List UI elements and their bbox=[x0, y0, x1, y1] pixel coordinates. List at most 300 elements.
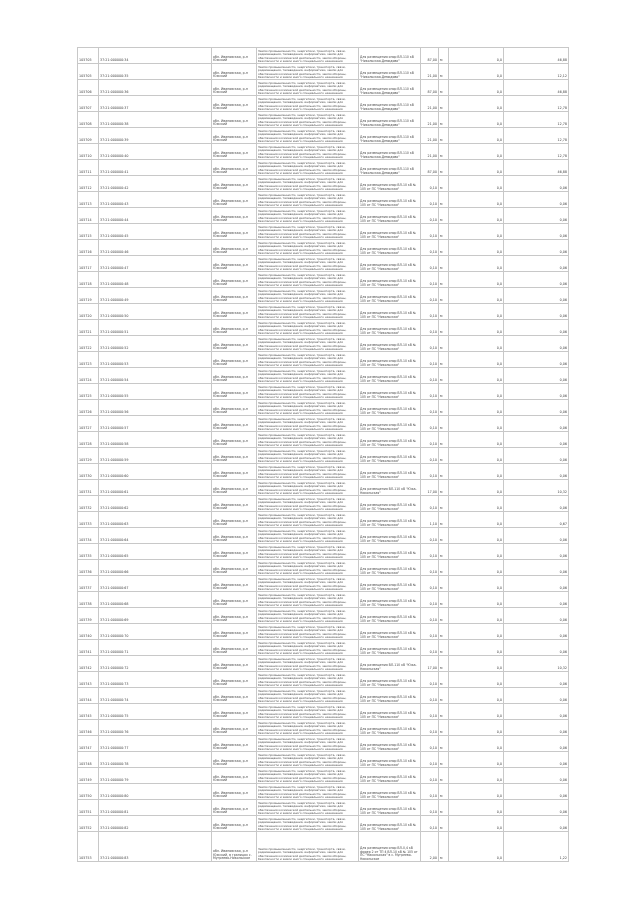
value-2: 0,67 bbox=[504, 512, 569, 528]
value-1: 0,0 bbox=[449, 736, 504, 752]
cadastral-number: 37:21:000000:55 bbox=[99, 384, 212, 400]
row-id: 105732 bbox=[78, 496, 99, 512]
address: обл. Ивановская, р-н Южский bbox=[212, 720, 257, 736]
row-id: 105725 bbox=[78, 384, 99, 400]
land-use: Земли промышленности, энергетики, транспорта, связи, радиовещания, телевидения, информатики, земли для обеспечения космической деятельности, земли обороны, безопасности и земли иного специального назначения bbox=[257, 464, 359, 480]
area: 0,10 bbox=[421, 368, 439, 384]
table-row bbox=[78, 800, 569, 816]
table-row bbox=[78, 432, 569, 448]
row-id: 105712 bbox=[78, 176, 99, 192]
address: обл. Ивановская, р-н Южский bbox=[212, 640, 257, 656]
row-id: 105736 bbox=[78, 560, 99, 576]
purpose: Для размещения опор ВЛ-10 кВ № 105 от ПС "Никольская" bbox=[359, 208, 421, 224]
address: обл. Ивановская, р-н Южский bbox=[212, 544, 257, 560]
cadastral-number: 37:21:000000:66 bbox=[99, 560, 212, 576]
table-row bbox=[78, 720, 569, 736]
value-1: 0,0 bbox=[449, 96, 504, 112]
row-id: 105731 bbox=[78, 480, 99, 496]
address: обл. Ивановская, р-н Южский bbox=[212, 224, 257, 240]
address: обл. Ивановская, р-н Южский bbox=[212, 176, 257, 192]
value-1: 0,0 bbox=[449, 480, 504, 496]
value-1: 0,0 bbox=[449, 352, 504, 368]
value-1: 0,0 bbox=[449, 560, 504, 576]
purpose: Для размещения опор ВЛ-110 кВ "Никольская-Демидово" bbox=[359, 48, 421, 64]
cadastral-number: 37:21:000000:62 bbox=[99, 496, 212, 512]
purpose: Для размещения опор ВЛ-10 кВ № 105 от ПС "Никольская" bbox=[359, 336, 421, 352]
cadastral-number: 37:21:000000:57 bbox=[99, 416, 212, 432]
value-2: 0,06 bbox=[504, 560, 569, 576]
value-1: 0,0 bbox=[449, 608, 504, 624]
cadastral-number: 37:21:000000:34 bbox=[99, 48, 212, 64]
area: 21,00 bbox=[421, 64, 439, 80]
row-id: 105739 bbox=[78, 608, 99, 624]
address: обл. Ивановская, р-н Южский bbox=[212, 256, 257, 272]
value-2: 46,88 bbox=[504, 48, 569, 64]
value-2: 0,06 bbox=[504, 176, 569, 192]
row-id: 105716 bbox=[78, 240, 99, 256]
land-use: Земли промышленности, энергетики, транспорта, связи, радиовещания, телевидения, информатики, земли для обеспечения космической деятельности, земли обороны, безопасности и земли иного специального назначения bbox=[257, 640, 359, 656]
land-use: Земли промышленности, энергетики, транспорта, связи, радиовещания, телевидения, информатики, земли для обеспечения космической деятельности, земли обороны, безопасности и земли иного специального назначения bbox=[257, 704, 359, 720]
cadastral-number: 37:21:000000:63 bbox=[99, 512, 212, 528]
value-1: 0,0 bbox=[449, 688, 504, 704]
table-row bbox=[78, 416, 569, 432]
area: 0,10 bbox=[421, 416, 439, 432]
row-id: 105719 bbox=[78, 288, 99, 304]
row-id: 105751 bbox=[78, 800, 99, 816]
table-row bbox=[78, 256, 569, 272]
purpose: Для размещения опор ВЛ-10 кВ № 105 от ПС "Никольская" bbox=[359, 752, 421, 768]
value-2: 0,06 bbox=[504, 672, 569, 688]
value-2: 12,78 bbox=[504, 96, 569, 112]
address: обл. Ивановская, р-н Южский bbox=[212, 368, 257, 384]
area: 0,10 bbox=[421, 304, 439, 320]
unit: м bbox=[439, 96, 449, 112]
table-row bbox=[78, 48, 569, 64]
address: обл. Ивановская, р-н Южский bbox=[212, 432, 257, 448]
purpose: Для размещения опор ВЛ-10 кВ № 105 от ПС "Никольская" bbox=[359, 736, 421, 752]
unit: м bbox=[439, 320, 449, 336]
address: обл. Ивановская, р-н Южский bbox=[212, 304, 257, 320]
row-id: 105749 bbox=[78, 768, 99, 784]
cadastral-number: 37:21:000000:69 bbox=[99, 608, 212, 624]
area: 21,00 bbox=[421, 96, 439, 112]
row-id: 105752 bbox=[78, 816, 99, 832]
area: 0,10 bbox=[421, 768, 439, 784]
unit: м bbox=[439, 112, 449, 128]
value-1: 0,0 bbox=[449, 192, 504, 208]
row-id: 105740 bbox=[78, 624, 99, 640]
table-row bbox=[78, 208, 569, 224]
value-2: 46,88 bbox=[504, 80, 569, 96]
address: обл. Ивановская, р-н Южский bbox=[212, 688, 257, 704]
cadastral-number: 37:21:000000:68 bbox=[99, 592, 212, 608]
table-row bbox=[78, 592, 569, 608]
table-row bbox=[78, 64, 569, 80]
table-row bbox=[78, 656, 569, 672]
address: обл. Ивановская, р-н Южский bbox=[212, 272, 257, 288]
register-rows bbox=[78, 48, 569, 862]
row-id: 105742 bbox=[78, 656, 99, 672]
row-id: 105745 bbox=[78, 704, 99, 720]
land-use: Земли промышленности, энергетики, транспорта, связи, радиовещания, телевидения, информатики, земли для обеспечения космической деятельности, земли обороны, безопасности и земли иного специального назначения bbox=[257, 352, 359, 368]
purpose: Для размещения опор ВЛ-10 кВ № 105 от ПС "Никольская" bbox=[359, 688, 421, 704]
value-1: 0,0 bbox=[449, 528, 504, 544]
unit: м bbox=[439, 384, 449, 400]
unit: м bbox=[439, 224, 449, 240]
value-1: 0,0 bbox=[449, 544, 504, 560]
value-2: 12,12 bbox=[504, 64, 569, 80]
unit: м bbox=[439, 720, 449, 736]
table-row bbox=[78, 704, 569, 720]
unit: м bbox=[439, 80, 449, 96]
purpose: Для размещения опор ВЛ-0,4 кВ фидер 2 от ТП 4 ВЛ-10 кВ № 105 от ПС "Никольская" в с. Мугреево-Никольское bbox=[359, 832, 421, 862]
value-1: 0,0 bbox=[449, 784, 504, 800]
value-1: 0,0 bbox=[449, 704, 504, 720]
address: обл. Ивановская, р-н Южский bbox=[212, 768, 257, 784]
unit: м bbox=[439, 800, 449, 816]
unit: м bbox=[439, 192, 449, 208]
unit: м bbox=[439, 544, 449, 560]
purpose: Для размещения опор ВЛ-10 кВ № 105 от ПС "Никольская" bbox=[359, 416, 421, 432]
land-use: Земли промышленности, энергетики, транспорта, связи, радиовещания, телевидения, информатики, земли для обеспечения космической деятельности, земли обороны, безопасности и земли иного специального назначения bbox=[257, 496, 359, 512]
cadastral-number: 37:21:000000:71 bbox=[99, 640, 212, 656]
land-use: Земли промышленности, энергетики, транспорта, связи, радиовещания, телевидения, информатики, земли для обеспечения космической деятельности, земли обороны, безопасности и земли иного специального назначения bbox=[257, 400, 359, 416]
purpose: Для размещения опор ВЛ-10 кВ № 105 от ПС "Никольская" bbox=[359, 288, 421, 304]
unit: м bbox=[439, 768, 449, 784]
area: 2,00 bbox=[421, 832, 439, 862]
area: 17,00 bbox=[421, 480, 439, 496]
purpose: Для размещения опор ВЛ-10 кВ № 105 от ПС "Никольская" bbox=[359, 384, 421, 400]
cadastral-number: 37:21:000000:64 bbox=[99, 528, 212, 544]
cadastral-number: 37:21:000000:45 bbox=[99, 224, 212, 240]
table-row bbox=[78, 336, 569, 352]
value-2: 0,06 bbox=[504, 192, 569, 208]
area: 0,10 bbox=[421, 672, 439, 688]
unit: м bbox=[439, 704, 449, 720]
area: 0,10 bbox=[421, 704, 439, 720]
value-1: 0,0 bbox=[449, 176, 504, 192]
address: обл. Ивановская, р-н Южский bbox=[212, 64, 257, 80]
value-2: 0,06 bbox=[504, 720, 569, 736]
area: 21,00 bbox=[421, 112, 439, 128]
table-row bbox=[78, 320, 569, 336]
value-1: 0,0 bbox=[449, 576, 504, 592]
value-1: 0,0 bbox=[449, 304, 504, 320]
cadastral-number: 37:21:000000:70 bbox=[99, 624, 212, 640]
area: 0,10 bbox=[421, 208, 439, 224]
value-2: 0,06 bbox=[504, 640, 569, 656]
land-use: Земли промышленности, энергетики, транспорта, связи, радиовещания, телевидения, информатики, земли для обеспечения космической деятельности, земли обороны, безопасности и земли иного специального назначения bbox=[257, 576, 359, 592]
purpose: Для размещения опор ВЛ-10 кВ № 105 от ПС "Никольская" bbox=[359, 624, 421, 640]
unit: м bbox=[439, 784, 449, 800]
purpose: Для размещения опор ВЛ-10 кВ № 105 от ПС "Никольская" bbox=[359, 800, 421, 816]
purpose: Для размещения опор ВЛ-10 кВ № 105 от ПС "Никольская" bbox=[359, 432, 421, 448]
purpose: Для размещения опор ВЛ-10 кВ № 105 от ПС "Никольская" bbox=[359, 240, 421, 256]
cadastral-number: 37:21:000000:76 bbox=[99, 720, 212, 736]
land-use: Земли промышленности, энергетики, транспорта, связи, радиовещания, телевидения, информатики, земли для обеспечения космической деятельности, земли обороны, безопасности и земли иного специального назначения bbox=[257, 96, 359, 112]
unit: м bbox=[439, 464, 449, 480]
row-id: 105729 bbox=[78, 448, 99, 464]
area: 0,10 bbox=[421, 560, 439, 576]
purpose: Для размещения опор ВЛ-10 кВ № 105 от ПС "Никольская" bbox=[359, 784, 421, 800]
area: 0,10 bbox=[421, 544, 439, 560]
land-use: Земли промышленности, энергетики, транспорта, связи, радиовещания, телевидения, информатики, земли для обеспечения космической деятельности, земли обороны, безопасности и земли иного специального назначения bbox=[257, 720, 359, 736]
row-id: 105747 bbox=[78, 736, 99, 752]
area: 0,10 bbox=[421, 240, 439, 256]
address: обл. Ивановская, р-н Южский bbox=[212, 512, 257, 528]
cadastral-number: 37:21:000000:67 bbox=[99, 576, 212, 592]
address: обл. Ивановская, р-н Южский bbox=[212, 496, 257, 512]
land-use: Земли промышленности, энергетики, транспорта, связи, радиовещания, телевидения, информатики, земли для обеспечения космической деятельности, земли обороны, безопасности и земли иного специального назначения bbox=[257, 304, 359, 320]
area: 0,10 bbox=[421, 624, 439, 640]
address: обл. Ивановская, р-н Южский bbox=[212, 320, 257, 336]
area: 17,00 bbox=[421, 656, 439, 672]
cadastral-number: 37:21:000000:65 bbox=[99, 544, 212, 560]
area: 87,00 bbox=[421, 48, 439, 64]
cadastral-number: 37:21:000000:83 bbox=[99, 832, 212, 862]
cadastral-number: 37:21:000000:48 bbox=[99, 272, 212, 288]
value-1: 0,0 bbox=[449, 496, 504, 512]
row-id: 105715 bbox=[78, 224, 99, 240]
address: обл. Ивановская, р-н Южский bbox=[212, 816, 257, 832]
table-row bbox=[78, 512, 569, 528]
value-1: 0,0 bbox=[449, 672, 504, 688]
land-use: Земли промышленности, энергетики, транспорта, связи, радиовещания, телевидения, информатики, земли для обеспечения космической деятельности, земли обороны, безопасности и земли иного специального назначения bbox=[257, 832, 359, 862]
row-id: 105720 bbox=[78, 304, 99, 320]
area: 87,00 bbox=[421, 160, 439, 176]
land-use: Земли промышленности, энергетики, транспорта, связи, радиовещания, телевидения, информатики, земли для обеспечения космической деятельности, земли обороны, безопасности и земли иного специального назначения bbox=[257, 800, 359, 816]
value-1: 0,0 bbox=[449, 224, 504, 240]
table-row bbox=[78, 80, 569, 96]
unit: м bbox=[439, 656, 449, 672]
unit: м bbox=[439, 624, 449, 640]
table-row bbox=[78, 640, 569, 656]
cadastral-number: 37:21:000000:49 bbox=[99, 288, 212, 304]
area: 0,10 bbox=[421, 288, 439, 304]
row-id: 105737 bbox=[78, 576, 99, 592]
purpose: Для размещения опор ВЛ-110 кВ "Никольская-Демидово" bbox=[359, 96, 421, 112]
purpose: Для размещения опор ВЛ-110 кВ "Никольская-Демидово" bbox=[359, 112, 421, 128]
value-1: 0,0 bbox=[449, 288, 504, 304]
value-1: 0,0 bbox=[449, 752, 504, 768]
area: 0,10 bbox=[421, 736, 439, 752]
address: обл. Ивановская, р-н Южский bbox=[212, 80, 257, 96]
address: обл. Ивановская, р-н Южский bbox=[212, 736, 257, 752]
value-1: 0,0 bbox=[449, 592, 504, 608]
land-use: Земли промышленности, энергетики, транспорта, связи, радиовещания, телевидения, информатики, земли для обеспечения космической деятельности, земли обороны, безопасности и земли иного специального назначения bbox=[257, 208, 359, 224]
area: 0,10 bbox=[421, 224, 439, 240]
value-1: 0,0 bbox=[449, 432, 504, 448]
land-use: Земли промышленности, энергетики, транспорта, связи, радиовещания, телевидения, информатики, земли для обеспечения космической деятельности, земли обороны, безопасности и земли иного специального назначения bbox=[257, 544, 359, 560]
value-2: 1,22 bbox=[504, 832, 569, 862]
table-row bbox=[78, 448, 569, 464]
cadastral-number: 37:21:000000:58 bbox=[99, 432, 212, 448]
row-id: 105705 bbox=[78, 48, 99, 64]
cadastral-number: 37:21:000000:81 bbox=[99, 800, 212, 816]
address: обл. Ивановская, р-н Южский bbox=[212, 384, 257, 400]
unit: м bbox=[439, 832, 449, 862]
cadastral-number: 37:21:000000:75 bbox=[99, 704, 212, 720]
unit: м bbox=[439, 144, 449, 160]
purpose: Для размещения опор ВЛ-10 кВ № 105 от ПС "Никольская" bbox=[359, 544, 421, 560]
unit: м bbox=[439, 448, 449, 464]
land-use: Земли промышленности, энергетики, транспорта, связи, радиовещания, телевидения, информатики, земли для обеспечения космической деятельности, земли обороны, безопасности и земли иного специального назначения bbox=[257, 768, 359, 784]
value-2: 0,06 bbox=[504, 784, 569, 800]
area: 0,10 bbox=[421, 384, 439, 400]
row-id: 105707 bbox=[78, 96, 99, 112]
table-row bbox=[78, 176, 569, 192]
unit: м bbox=[439, 128, 449, 144]
area: 0,10 bbox=[421, 400, 439, 416]
table-row bbox=[78, 496, 569, 512]
value-1: 0,0 bbox=[449, 160, 504, 176]
unit: м bbox=[439, 64, 449, 80]
value-2: 0,06 bbox=[504, 400, 569, 416]
land-use: Земли промышленности, энергетики, транспорта, связи, радиовещания, телевидения, информатики, земли для обеспечения космической деятельности, земли обороны, безопасности и земли иного специального назначения bbox=[257, 160, 359, 176]
area: 0,10 bbox=[421, 464, 439, 480]
purpose: Для размещения опор ВЛ-10 кВ № 105 от ПС "Никольская" bbox=[359, 768, 421, 784]
purpose: Для размещения опор ВЛ-10 кВ № 105 от ПС "Никольская" bbox=[359, 256, 421, 272]
purpose: Для размещения опор ВЛ-10 кВ № 105 от ПС "Никольская" bbox=[359, 224, 421, 240]
land-use: Земли промышленности, энергетики, транспорта, связи, радиовещания, телевидения, информатики, земли для обеспечения космической деятельности, земли обороны, безопасности и земли иного специального назначения bbox=[257, 320, 359, 336]
unit: м bbox=[439, 816, 449, 832]
land-use: Земли промышленности, энергетики, транспорта, связи, радиовещания, телевидения, информатики, земли для обеспечения космической деятельности, земли обороны, безопасности и земли иного специального назначения bbox=[257, 384, 359, 400]
purpose: Для размещения опор ВЛ-10 кВ № 105 от ПС "Никольская" bbox=[359, 176, 421, 192]
cadastral-number: 37:21:000000:73 bbox=[99, 672, 212, 688]
value-1: 0,0 bbox=[449, 128, 504, 144]
cadastral-number: 37:21:000000:80 bbox=[99, 784, 212, 800]
address: обл. Ивановская, р-н Южский bbox=[212, 192, 257, 208]
address: обл. Ивановская, р-н Южский bbox=[212, 288, 257, 304]
row-id: 105714 bbox=[78, 208, 99, 224]
table-row bbox=[78, 688, 569, 704]
cadastral-number: 37:21:000000:44 bbox=[99, 208, 212, 224]
cadastral-number: 37:21:000000:50 bbox=[99, 304, 212, 320]
unit: м bbox=[439, 752, 449, 768]
unit: м bbox=[439, 288, 449, 304]
row-id: 105710 bbox=[78, 144, 99, 160]
cadastral-number: 37:21:000000:77 bbox=[99, 736, 212, 752]
table-row bbox=[78, 96, 569, 112]
value-2: 0,06 bbox=[504, 688, 569, 704]
address: обл. Ивановская, р-н Южский bbox=[212, 400, 257, 416]
purpose: Для размещения опор ВЛ-10 кВ № 105 от ПС "Никольская" bbox=[359, 368, 421, 384]
value-1: 0,0 bbox=[449, 208, 504, 224]
value-2: 0,06 bbox=[504, 528, 569, 544]
cadastral-number: 37:21:000000:52 bbox=[99, 336, 212, 352]
value-1: 0,0 bbox=[449, 768, 504, 784]
land-use: Земли промышленности, энергетики, транспорта, связи, радиовещания, телевидения, информатики, земли для обеспечения космической деятельности, земли обороны, безопасности и земли иного специального назначения bbox=[257, 688, 359, 704]
value-2: 0,06 bbox=[504, 608, 569, 624]
row-id: 105746 bbox=[78, 720, 99, 736]
unit: м bbox=[439, 640, 449, 656]
value-2: 0,06 bbox=[504, 704, 569, 720]
unit: м bbox=[439, 512, 449, 528]
unit: м bbox=[439, 560, 449, 576]
area: 0,10 bbox=[421, 256, 439, 272]
land-use: Земли промышленности, энергетики, транспорта, связи, радиовещания, телевидения, информатики, земли для обеспечения космической деятельности, земли обороны, безопасности и земли иного специального назначения bbox=[257, 608, 359, 624]
purpose: Для размещения опор ВЛ-10 кВ № 105 от ПС "Никольская" bbox=[359, 816, 421, 832]
address: обл. Ивановская, р-н Южский, в границах с. Мугреево-Никольское bbox=[212, 832, 257, 862]
address: обл. Ивановская, р-н Южский bbox=[212, 656, 257, 672]
area: 0,10 bbox=[421, 784, 439, 800]
value-2: 12,78 bbox=[504, 144, 569, 160]
value-2: 0,06 bbox=[504, 448, 569, 464]
row-id: 105723 bbox=[78, 352, 99, 368]
cadastral-number: 37:21:000000:42 bbox=[99, 176, 212, 192]
value-1: 0,0 bbox=[449, 256, 504, 272]
purpose: Для размещения опор ВЛ-10 кВ № 105 от ПС "Никольская" bbox=[359, 672, 421, 688]
value-2: 0,06 bbox=[504, 288, 569, 304]
purpose: Для размещения опор ВЛ-10 кВ № 105 от ПС "Никольская" bbox=[359, 560, 421, 576]
purpose: Для размещения опор ВЛ-10 кВ № 105 от ПС "Никольская" bbox=[359, 512, 421, 528]
table-row bbox=[78, 400, 569, 416]
address: обл. Ивановская, р-н Южский bbox=[212, 112, 257, 128]
row-id: 105741 bbox=[78, 640, 99, 656]
area: 0,10 bbox=[421, 192, 439, 208]
value-1: 0,0 bbox=[449, 448, 504, 464]
value-2: 0,06 bbox=[504, 576, 569, 592]
land-use: Земли промышленности, энергетики, транспорта, связи, радиовещания, телевидения, информатики, земли для обеспечения космической деятельности, земли обороны, безопасности и земли иного специального назначения bbox=[257, 80, 359, 96]
address: обл. Ивановская, р-н Южский bbox=[212, 784, 257, 800]
row-id: 105708 bbox=[78, 112, 99, 128]
land-use: Земли промышленности, энергетики, транспорта, связи, радиовещания, телевидения, информатики, земли для обеспечения космической деятельности, земли обороны, безопасности и земли иного специального назначения bbox=[257, 560, 359, 576]
purpose: Для размещения опор ВЛ-10 кВ № 105 от ПС "Никольская" bbox=[359, 608, 421, 624]
value-2: 0,06 bbox=[504, 464, 569, 480]
address: обл. Ивановская, р-н Южский bbox=[212, 752, 257, 768]
land-use: Земли промышленности, энергетики, транспорта, связи, радиовещания, телевидения, информатики, земли для обеспечения космической деятельности, земли обороны, безопасности и земли иного специального назначения bbox=[257, 112, 359, 128]
table-row bbox=[78, 624, 569, 640]
cadastral-number: 37:21:000000:38 bbox=[99, 112, 212, 128]
table-row bbox=[78, 224, 569, 240]
table-row bbox=[78, 576, 569, 592]
address: обл. Ивановская, р-н Южский bbox=[212, 480, 257, 496]
purpose: Для размещения опор ВЛ-10 кВ № 105 от ПС "Никольская" bbox=[359, 464, 421, 480]
table-row bbox=[78, 288, 569, 304]
area: 0,10 bbox=[421, 576, 439, 592]
row-id: 105730 bbox=[78, 464, 99, 480]
cadastral-number: 37:21:000000:36 bbox=[99, 80, 212, 96]
land-use: Земли промышленности, энергетики, транспорта, связи, радиовещания, телевидения, информатики, земли для обеспечения космической деятельности, земли обороны, безопасности и земли иного специального назначения bbox=[257, 592, 359, 608]
value-1: 0,0 bbox=[449, 800, 504, 816]
land-use: Земли промышленности, энергетики, транспорта, связи, радиовещания, телевидения, информатики, земли для обеспечения космической деятельности, земли обороны, безопасности и земли иного специального назначения bbox=[257, 288, 359, 304]
area: 87,00 bbox=[421, 80, 439, 96]
cadastral-number: 37:21:000000:46 bbox=[99, 240, 212, 256]
value-2: 0,06 bbox=[504, 432, 569, 448]
table-row bbox=[78, 352, 569, 368]
table-row bbox=[78, 528, 569, 544]
area: 0,10 bbox=[421, 272, 439, 288]
purpose: Для размещения опор ВЛ-10 кВ № 105 от ПС "Никольская" bbox=[359, 448, 421, 464]
value-1: 0,0 bbox=[449, 400, 504, 416]
value-1: 0,0 bbox=[449, 272, 504, 288]
row-id: 105733 bbox=[78, 512, 99, 528]
cadastral-number: 37:21:000000:51 bbox=[99, 320, 212, 336]
value-1: 0,0 bbox=[449, 624, 504, 640]
area: 21,00 bbox=[421, 144, 439, 160]
area: 0,10 bbox=[421, 528, 439, 544]
address: обл. Ивановская, р-н Южский bbox=[212, 672, 257, 688]
row-id: 105724 bbox=[78, 368, 99, 384]
value-2: 0,06 bbox=[504, 384, 569, 400]
address: обл. Ивановская, р-н Южский bbox=[212, 240, 257, 256]
land-use: Земли промышленности, энергетики, транспорта, связи, радиовещания, телевидения, информатики, земли для обеспечения космической деятельности, земли обороны, безопасности и земли иного специального назначения bbox=[257, 272, 359, 288]
unit: м bbox=[439, 336, 449, 352]
unit: м bbox=[439, 496, 449, 512]
table-row bbox=[78, 272, 569, 288]
area: 0,10 bbox=[421, 640, 439, 656]
land-use: Земли промышленности, энергетики, транспорта, связи, радиовещания, телевидения, информатики, земли для обеспечения космической деятельности, земли обороны, безопасности и земли иного специального назначения bbox=[257, 416, 359, 432]
